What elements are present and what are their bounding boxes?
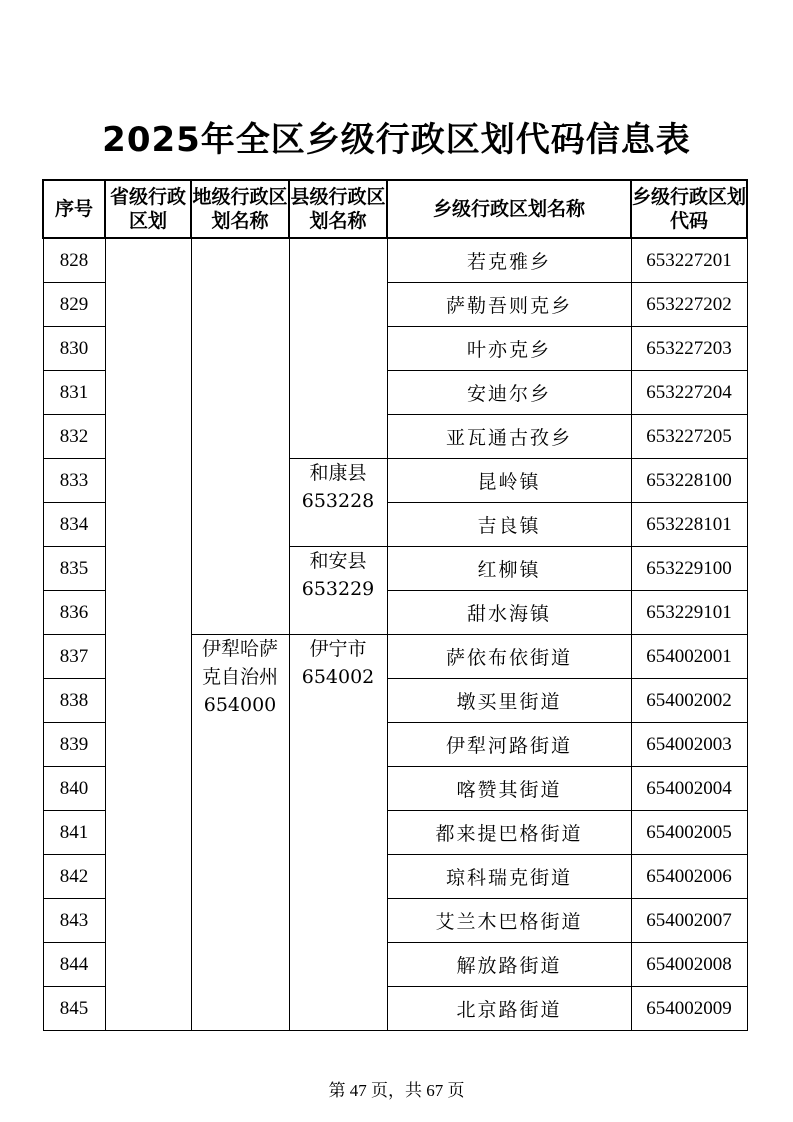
row-seq: 830 <box>43 327 105 371</box>
county-cell-yining <box>289 635 387 1031</box>
prefecture-cell-blank <box>191 238 289 635</box>
row-seq: 842 <box>43 855 105 899</box>
province-cell <box>105 238 191 1031</box>
row-township-code: 653227204 <box>631 371 747 415</box>
header-seq: 序号 <box>43 180 105 238</box>
row-seq: 841 <box>43 811 105 855</box>
row-township-name: 甜水海镇 <box>387 591 631 635</box>
row-township-name: 红柳镇 <box>387 547 631 591</box>
county-code: 654002 <box>301 666 375 688</box>
row-seq: 833 <box>43 459 105 503</box>
row-township-name: 琼科瑞克街道 <box>387 855 631 899</box>
row-seq: 839 <box>43 723 105 767</box>
county-code: 653229 <box>301 578 375 600</box>
row-township-name: 喀赞其街道 <box>387 767 631 811</box>
row-township-code: 654002008 <box>631 943 747 987</box>
row-township-code: 654002006 <box>631 855 747 899</box>
row-seq: 832 <box>43 415 105 459</box>
row-township-code: 653228101 <box>631 503 747 547</box>
row-seq: 831 <box>43 371 105 415</box>
row-township-code: 654002007 <box>631 899 747 943</box>
county-code: 653228 <box>301 490 375 512</box>
row-township-name: 安迪尔乡 <box>387 371 631 415</box>
row-seq: 844 <box>43 943 105 987</box>
header-township: 乡级行政区划名称 <box>387 180 631 238</box>
row-seq: 836 <box>43 591 105 635</box>
header-province: 省级行政区划 <box>105 180 191 238</box>
row-seq: 843 <box>43 899 105 943</box>
row-township-code: 654002002 <box>631 679 747 723</box>
row-township-name: 吉良镇 <box>387 503 631 547</box>
row-township-name: 叶亦克乡 <box>387 327 631 371</box>
header-code: 乡级行政区划代码 <box>631 180 747 238</box>
row-township-code: 654002003 <box>631 723 747 767</box>
row-township-name: 都来提巴格街道 <box>387 811 631 855</box>
prefecture-cell-yili <box>191 635 289 1031</box>
row-township-code: 654002004 <box>631 767 747 811</box>
row-township-name: 艾兰木巴格街道 <box>387 899 631 943</box>
row-township-code: 653227201 <box>631 238 747 283</box>
table-row <box>43 238 747 283</box>
header-prefecture: 地级行政区划名称 <box>191 180 289 238</box>
row-township-name: 萨勒吾则克乡 <box>387 283 631 327</box>
row-township-name: 墩买里街道 <box>387 679 631 723</box>
row-township-name: 解放路街道 <box>387 943 631 987</box>
row-township-name: 伊犁河路街道 <box>387 723 631 767</box>
row-township-code: 653228100 <box>631 459 747 503</box>
row-seq: 828 <box>43 238 105 283</box>
row-township-name: 北京路街道 <box>387 987 631 1031</box>
prefecture-name-line1: 伊犁哈萨 <box>201 638 278 660</box>
row-township-name: 萨依布依街道 <box>387 635 631 679</box>
row-seq: 837 <box>43 635 105 679</box>
row-township-code: 654002001 <box>631 635 747 679</box>
row-township-code: 653227205 <box>631 415 747 459</box>
page-footer: 第 47 页，共 67 页 <box>328 1081 465 1100</box>
header-county: 县级行政区划名称 <box>289 180 387 238</box>
row-township-name: 亚瓦通古孜乡 <box>387 415 631 459</box>
row-township-code: 653229101 <box>631 591 747 635</box>
county-cell-hekang <box>289 459 387 547</box>
table-header-row <box>43 180 747 238</box>
division-code-table <box>42 179 748 1031</box>
row-township-code: 654002009 <box>631 987 747 1031</box>
row-seq: 834 <box>43 503 105 547</box>
row-seq: 840 <box>43 767 105 811</box>
page-title: 2025年全区乡级行政区划代码信息表 <box>102 120 691 160</box>
county-name: 和康县 <box>309 462 367 484</box>
row-township-code: 653229100 <box>631 547 747 591</box>
county-name: 伊宁市 <box>309 638 367 660</box>
row-township-code: 654002005 <box>631 811 747 855</box>
row-township-name: 若克雅乡 <box>387 238 631 283</box>
county-cell-blank <box>289 238 387 459</box>
row-township-code: 653227202 <box>631 283 747 327</box>
prefecture-name-line2: 克自治州 <box>201 666 278 688</box>
row-township-code: 653227203 <box>631 327 747 371</box>
row-seq: 829 <box>43 283 105 327</box>
prefecture-code: 654000 <box>203 694 277 716</box>
row-seq: 835 <box>43 547 105 591</box>
county-cell-hean <box>289 547 387 635</box>
row-seq: 838 <box>43 679 105 723</box>
row-seq: 845 <box>43 987 105 1031</box>
row-township-name: 昆岭镇 <box>387 459 631 503</box>
county-name: 和安县 <box>309 550 367 572</box>
